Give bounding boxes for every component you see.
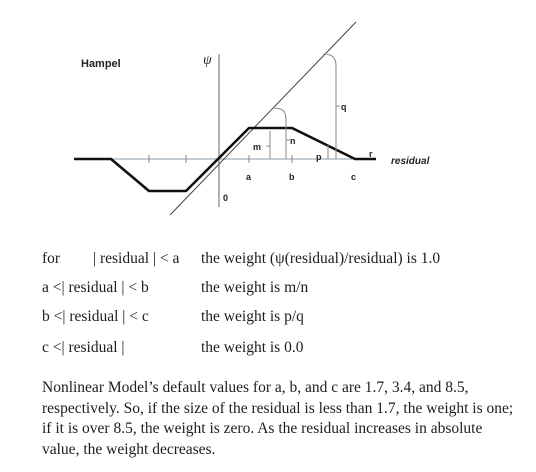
n-bracket [273, 108, 286, 159]
identity-line [170, 22, 356, 215]
psi-axis-label: ψ [203, 53, 212, 68]
r-label: r [369, 149, 373, 159]
rule-condition: | residual | < a [93, 250, 180, 267]
diagram-title: Hampel [81, 58, 121, 70]
for-label: for [42, 250, 61, 267]
explanation-paragraph: Nonlinear Model’s default values for a, b, and c are 1.7, 3.4, and 8.5, respectively. So, if the size of the residual is less than 1.7, the weight is one; if it is over 8.5, the weight is zero. As the residual increases in absolute value, the weight decreases. [42, 379, 514, 458]
rule-result: the weight is 0.0 [201, 339, 304, 356]
tick-label-c: c [351, 172, 357, 182]
q-label: q [341, 102, 347, 112]
tick-label-b: b [289, 172, 295, 182]
rule-result: the weight (ψ(residual)/residual) is 1.0 [201, 250, 441, 267]
rule-condition: b <| residual | < c [42, 308, 149, 325]
tick-label-a: a [246, 172, 252, 182]
m-label: m [253, 142, 262, 152]
n-label: n [290, 136, 296, 146]
rule-result: the weight is p/q [201, 308, 304, 325]
origin-label: 0 [223, 193, 229, 203]
rule-condition: a <| residual | < b [42, 279, 149, 296]
rule-condition: c <| residual | [42, 339, 125, 356]
residual-axis-label: residual [391, 156, 430, 167]
p-label: p [316, 152, 322, 162]
rule-result: the weight is m/n [201, 279, 309, 296]
